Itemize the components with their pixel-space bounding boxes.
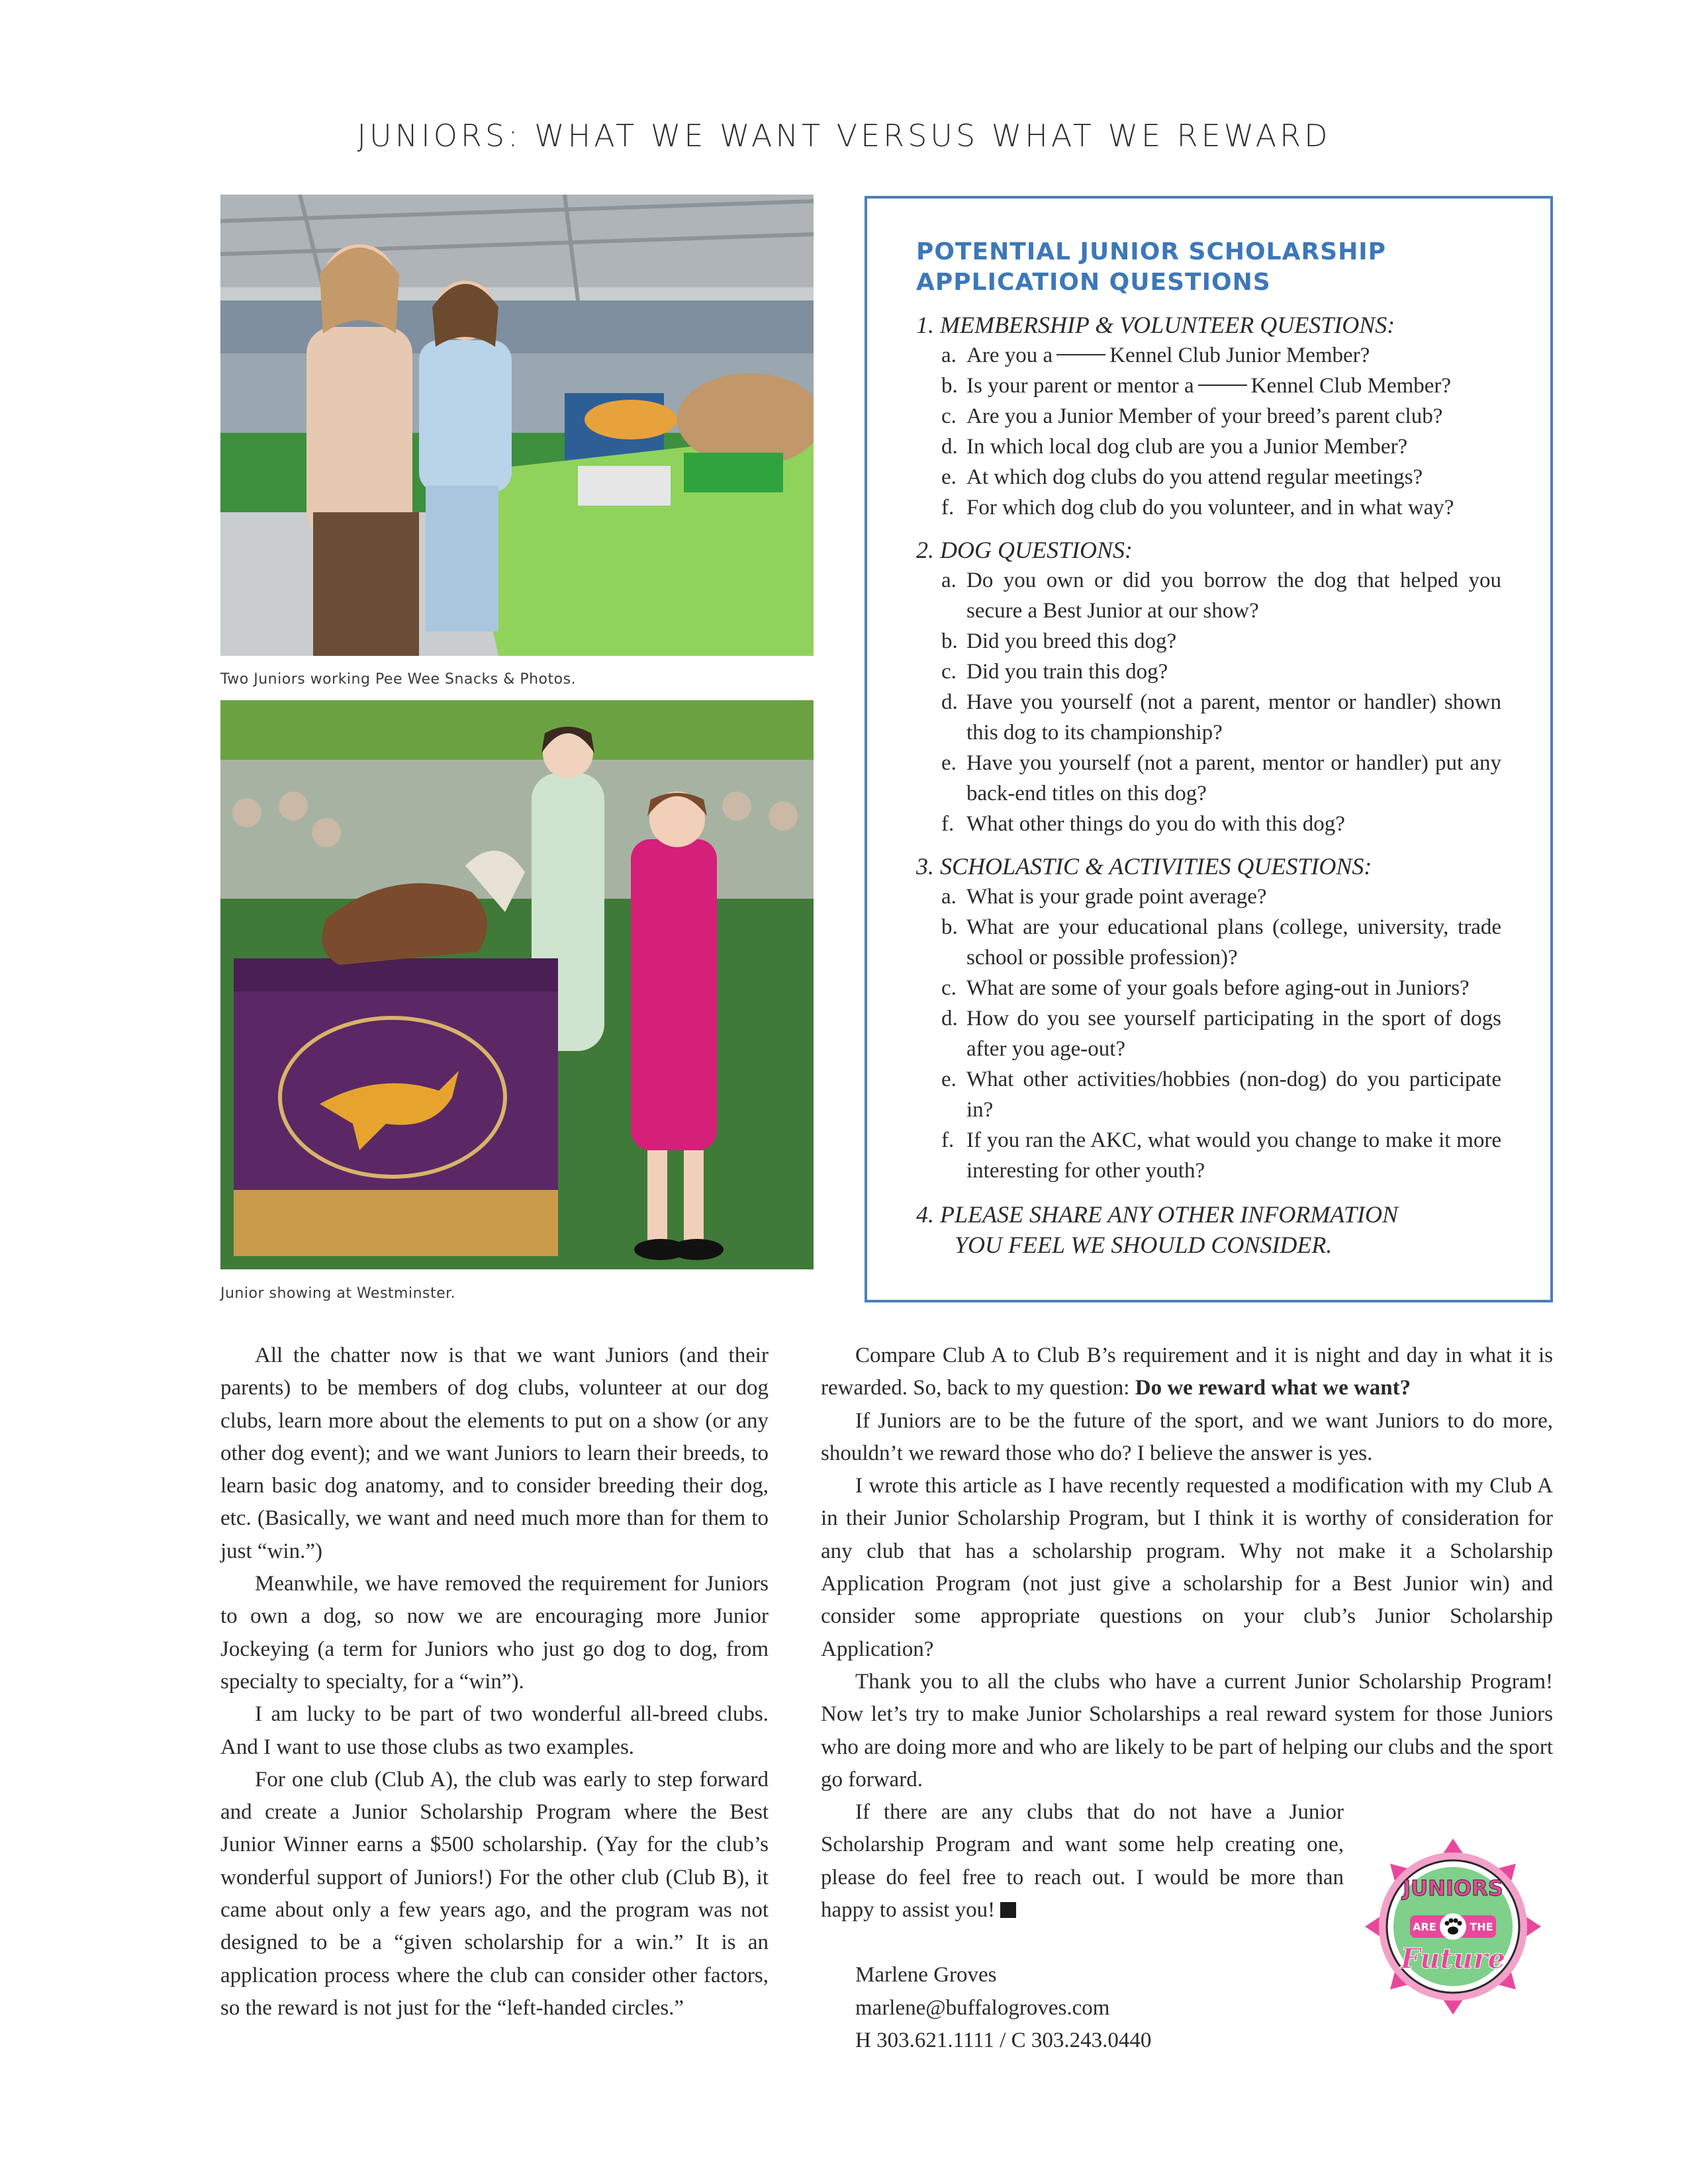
question-item: c. What are some of your goals before aging-out in Juniors? <box>941 976 1470 1000</box>
logo-text-are: ARE <box>1413 1921 1436 1933</box>
article-paragraph: Thank you to all the clubs who have a current Junior Scholarship Program! Now let’s try to make Junior Scholarships a real reward system for those Juniors who are doing more and who are likely to be part of helping our clubs and the sport go forward. <box>821 1669 1553 1792</box>
question-section-membership <box>916 310 1501 523</box>
sidebar-title: POTENTIAL JUNIOR SCHOLARSHIP APPLICATION QUESTIONS <box>916 238 1386 296</box>
fill-in-blank <box>1056 354 1105 355</box>
key-question: Do we reward what we want? <box>1135 1376 1411 1400</box>
author-phone: H 303.621.1111 / C 303.243.0440 <box>855 2028 1152 2052</box>
photo-juniors-snack-table <box>220 195 814 656</box>
question-item: f. What other things do you do with this dog? <box>941 812 1345 836</box>
end-of-article-mark <box>1000 1902 1016 1918</box>
scholarship-questions-box <box>865 196 1553 1302</box>
question-item: d. Have you yourself (not a parent, mentor or handler) shown this dog to its championship? <box>941 690 1501 745</box>
q4-line-1: 4. PLEASE SHARE ANY OTHER INFORMATION <box>916 1201 1398 1228</box>
fill-in-blank <box>1198 385 1247 386</box>
article-paragraph: Meanwhile, we have removed the requirement for Juniors to own a dog, so now we are encouraging more Junior Jockeying (a term for Juniors who just go dog to dog, from specialty to specialty, for a “win”). <box>220 1572 769 1694</box>
q4-line-2: YOU FEEL WE SHOULD CONSIDER. <box>955 1232 1333 1258</box>
page-title: JUNIORS: WHAT WE WANT VERSUS WHAT WE REWARD <box>357 118 1331 154</box>
article-paragraph: I wrote this article as I have recently requested a modification with my Club A in their Junior Scholarship Program, but I think it is worthy of consideration for any club that has a scholarship program. Why not make it a Scholarship Application Program (not just give a scholarship for a Best Junior win) and consider some appropriate questions on your club’s Junior Scholarship Application? <box>821 1474 1553 1661</box>
section-heading: 3. SCHOLASTIC & ACTIVITIES QUESTIONS: <box>916 853 1372 880</box>
photo-junior-westminster <box>220 700 814 1269</box>
logo-text-future: Future <box>1400 1942 1506 1975</box>
photo-caption: Junior showing at Westminster. <box>220 1285 456 1302</box>
article-paragraph: If Juniors are to be the future of the sport, and we want Juniors to do more, shouldn’t we reward those who do? I believe the answer is yes. <box>821 1408 1553 1465</box>
question-item: e. Have you yourself (not a parent, mentor or handler) put any back-end titles on this dog? <box>941 751 1501 805</box>
article-paragraph: If there are any clubs that do not have a Junior Scholarship Program and want some help creating one, please do feel free to reach out. I would be more than happy to assist you! <box>821 1800 1344 1923</box>
question-section-dog <box>916 535 1501 839</box>
question-item: d. In which local dog club are you a Junior Member? <box>941 435 1408 459</box>
section-heading: 2. DOG QUESTIONS: <box>916 537 1133 563</box>
question-item: e. What other activities/hobbies (non-dog) do you participate in? <box>941 1068 1501 1122</box>
question-section-scholastic <box>916 851 1501 1186</box>
question-item: f. If you ran the AKC, what would you change to make it more interesting for other youth? <box>941 1128 1501 1183</box>
article-paragraph: For one club (Club A), the club was early to step forward and create a Junior Scholarship Program where the Best Junior Winner earns a $500 scholarship. (Yay for the club’s wonderful support of Juniors!) For the other club (Club B), it came about only a few years ago, and the program was not designed to be a “given scholarship for a win.” It is an application process where the club can consider other factors, so the reward is not just for the “left-handed circles.” <box>220 1767 769 2020</box>
question-item: c. Are you a Junior Member of your breed’s parent club? <box>941 404 1443 428</box>
question-item: e. At which dog clubs do you attend regular meetings? <box>941 465 1423 489</box>
author-email[interactable]: marlene@buffalogroves.com <box>855 1995 1110 2020</box>
article-column-left <box>220 1340 769 2025</box>
article-paragraph: I am lucky to be part of two wonderful all-breed clubs. And I want to use those clubs as two examples. <box>220 1702 769 1759</box>
photo-caption: Two Juniors working Pee Wee Snacks & Photos. <box>220 671 577 688</box>
logo-text-the: THE <box>1470 1921 1493 1933</box>
question-item: f. For which dog club do you volunteer, and in what way? <box>941 496 1454 520</box>
question-item: b. Is your parent or mentor a Kennel Club Member? <box>941 374 1452 398</box>
section-heading: 1. MEMBERSHIP & VOLUNTEER QUESTIONS: <box>916 312 1395 338</box>
question-item: a. What is your grade point average? <box>941 885 1267 909</box>
question-item: a. Do you own or did you borrow the dog that helped you secure a Best Junior at our show? <box>941 569 1501 623</box>
question-item: a. Are you a Kennel Club Junior Member? <box>941 343 1370 367</box>
question-item: d. How do you see yourself participating in the sport of dogs after you age-out? <box>941 1007 1501 1061</box>
article-paragraph: All the chatter now is that we want Juniors (and their parents) to be members of dog clubs, volunteer at our dog clubs, learn more about the elements to put on a show (or any other dog event); and we want Juniors to learn their breeds, to learn basic dog anatomy, and to consider breeding their dog, etc. (Basically, we want and need much more than for them to just “win.”) <box>220 1343 769 1563</box>
question-item: b. Did you breed this dog? <box>941 629 1177 653</box>
juniors-future-logo <box>1364 1837 1542 2016</box>
question-item: c. Did you train this dog? <box>941 660 1168 684</box>
question-item: b. What are your educational plans (college, university, trade school or possible profession)? <box>941 915 1501 970</box>
logo-text-juniors: JUNIORS <box>1403 1876 1503 1901</box>
article-paragraph: Compare Club A to Club B’s requirement and it is night and day in what it is rewarded. So, back to my question: Do we reward what we want? <box>821 1343 1553 1400</box>
question-section-other <box>916 1199 1501 1260</box>
author-name: Marlene Groves <box>855 1963 997 1987</box>
